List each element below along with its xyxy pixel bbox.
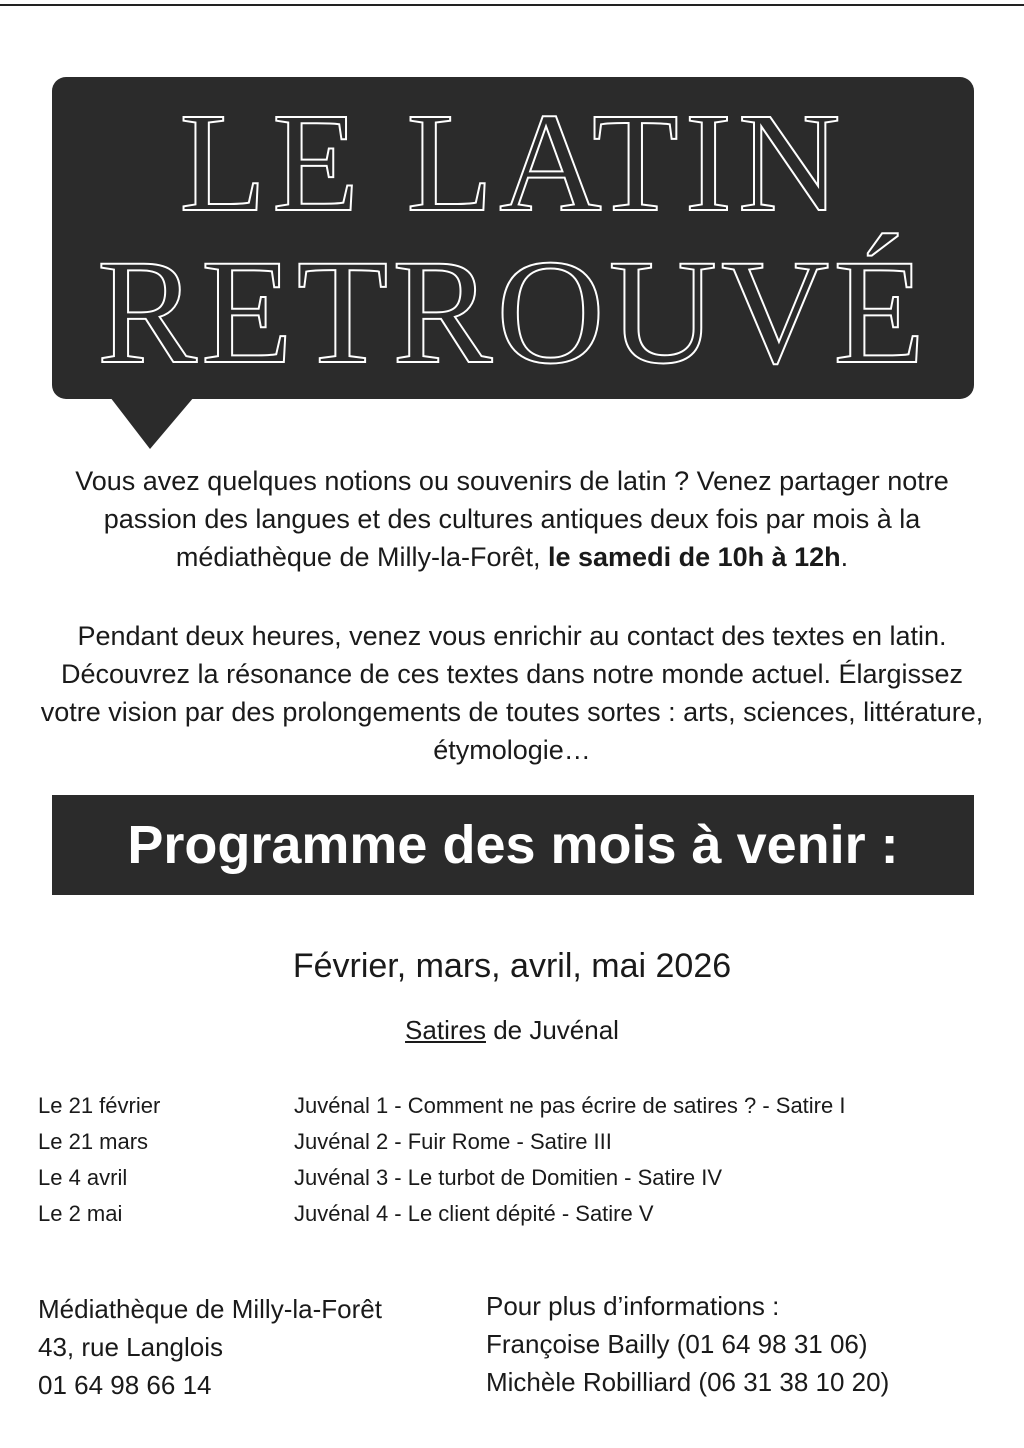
intro-paragraph <box>40 462 984 576</box>
description-paragraph: Pendant deux heures, venez vous enrichir au contact des textes en latin. Découvrez la résonance de ces textes dans notre monde actuel. Élargissez votre vision par des prolongements de toutes sortes : arts, sciences, littérature, étymologie… <box>40 621 984 765</box>
library-name: Médiathèque de Milly-la-Forêt <box>38 1294 382 1324</box>
schedule-title: Juvénal 2 - Fuir Rome - Satire III <box>294 1129 612 1154</box>
work-title-line <box>0 1012 1024 1048</box>
contact-2: Michèle Robilliard (06 31 38 10 20) <box>486 1367 890 1397</box>
intro-end: . <box>840 542 849 572</box>
schedule-row <box>38 1124 988 1160</box>
schedule-list <box>38 1088 988 1232</box>
contact-heading: Pour plus d’informations : <box>486 1291 780 1321</box>
schedule-row <box>38 1088 988 1124</box>
schedule-title: Juvénal 3 - Le turbot de Domitien - Satire IV <box>294 1165 722 1190</box>
intro-text: Vous avez quelques notions ou souvenirs de latin ? Venez partager notre passion des langues et des cultures antiques deux fois par mois à la médiathèque de Milly-la-Forêt, <box>75 466 949 572</box>
schedule-date: Le 2 mai <box>38 1201 123 1226</box>
schedule-title: Juvénal 1 - Comment ne pas écrire de satires ? - Satire I <box>294 1093 846 1118</box>
top-border-line <box>0 4 1024 6</box>
schedule-title: Juvénal 4 - Le client dépité - Satire V <box>294 1201 654 1226</box>
contact-1: Françoise Bailly (01 64 98 31 06) <box>486 1329 868 1359</box>
months-line: Février, mars, avril, mai 2026 <box>292 947 732 985</box>
contact-info <box>486 1287 889 1401</box>
schedule-date: Le 21 février <box>38 1093 161 1118</box>
schedule-date: Le 4 avril <box>38 1165 128 1190</box>
title-speech-bubble <box>52 77 974 399</box>
library-address <box>38 1290 382 1404</box>
speech-bubble-tail <box>110 397 194 449</box>
title-line-2: RETROUVÉ <box>97 229 929 395</box>
work-title: Satires <box>405 1015 486 1045</box>
library-phone: 01 64 98 66 14 <box>38 1370 212 1400</box>
schedule-row <box>38 1196 988 1232</box>
work-author: de Juvénal <box>485 1015 619 1045</box>
program-heading-banner: Programme des mois à venir : <box>52 795 974 895</box>
intro-schedule-highlight: le samedi de 10h à 12h <box>548 542 841 572</box>
library-street: 43, rue Langlois <box>38 1332 224 1362</box>
schedule-row <box>38 1160 988 1196</box>
title-line-1: LE LATIN <box>179 83 847 241</box>
schedule-date: Le 21 mars <box>38 1129 149 1154</box>
